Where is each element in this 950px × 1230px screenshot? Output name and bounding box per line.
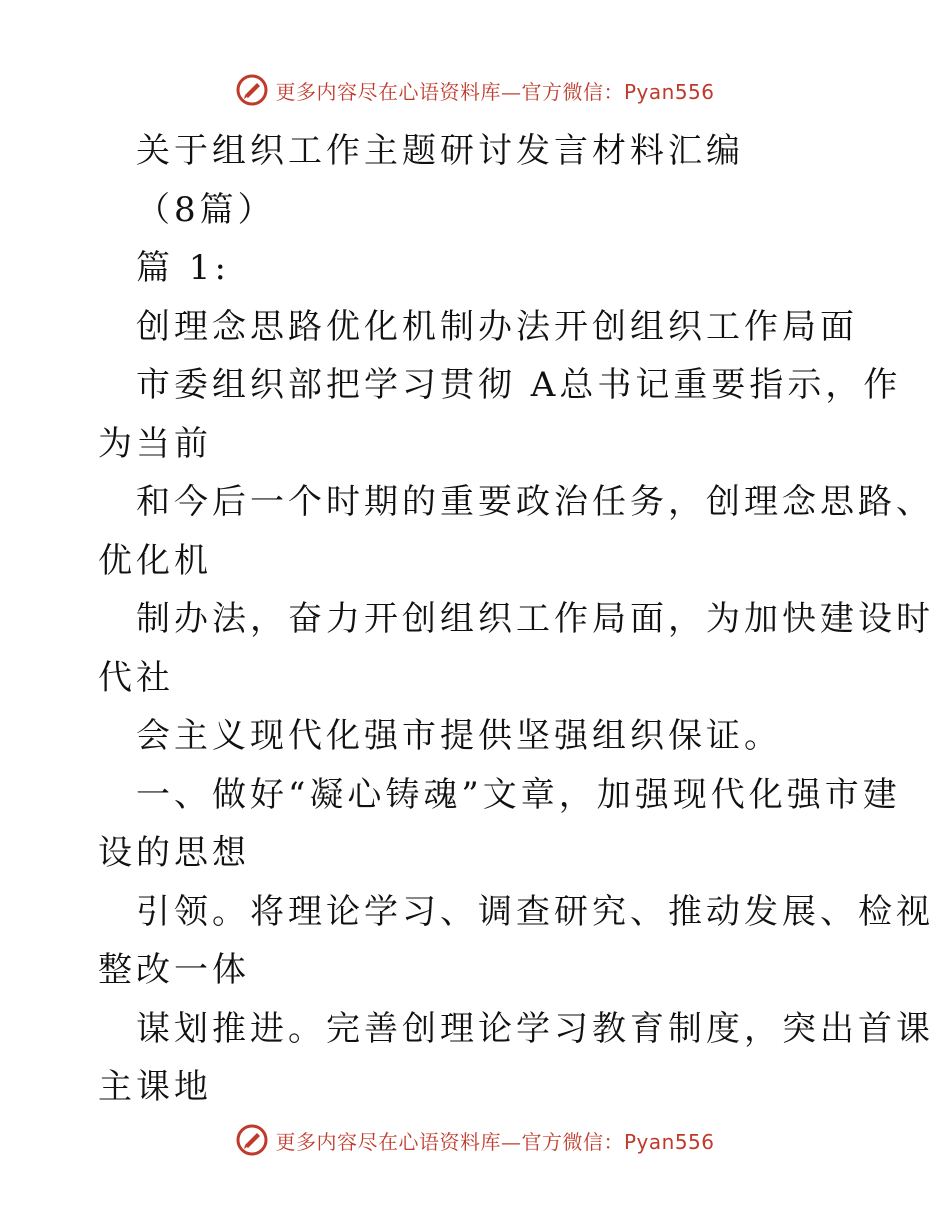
- text-line: 代社: [98, 657, 174, 698]
- footer-watermark-text: 更多内容尽在心语资料库—官方微信：Pyan556: [275, 1129, 715, 1154]
- text-line: 会主义现代化强市提供坚强组织保证。: [136, 716, 782, 756]
- text-line: 关于组织工作主题研讨发言材料汇编: [136, 131, 744, 171]
- text-line: 主课地: [98, 1067, 212, 1107]
- text-line: 篇 1:: [136, 248, 230, 288]
- text-line: 优化机: [98, 540, 212, 581]
- text-line: （8篇）: [136, 189, 276, 230]
- header-watermark-text: 更多内容尽在心语资料库—官方微信：Pyan556: [275, 79, 715, 104]
- header-watermark-inner: [235, 73, 714, 107]
- text-line: 一、做好“凝心铸魂”文章，加强现代化强市建: [136, 774, 901, 815]
- logo-icon: [235, 1123, 269, 1157]
- text-line: 整改一体: [98, 950, 250, 990]
- text-line: 设的思想: [98, 833, 250, 873]
- footer-watermark-inner: [235, 1123, 714, 1157]
- text-line: 和今后一个时期的重要政治任务，创理念思路、: [136, 482, 934, 522]
- text-line: 市委组织部把学习贯彻 A总书记重要指示，作: [136, 365, 902, 405]
- text-line: 创理念思路优化机制办法开创组织工作局面: [136, 306, 858, 347]
- text-line: 谋划推进。完善创理论学习教育制度，突出首课: [136, 1008, 934, 1049]
- text-line: 引领。将理论学习、调查研究、推动发展、检视: [136, 891, 934, 932]
- footer-watermark-banner: [0, 1120, 950, 1160]
- header-watermark-banner: [0, 70, 950, 110]
- document-body: [98, 122, 934, 1117]
- text-line: 为当前: [98, 423, 212, 464]
- text-line: 制办法，奋力开创组织工作局面，为加快建设时: [136, 599, 934, 639]
- logo-icon: [235, 73, 269, 107]
